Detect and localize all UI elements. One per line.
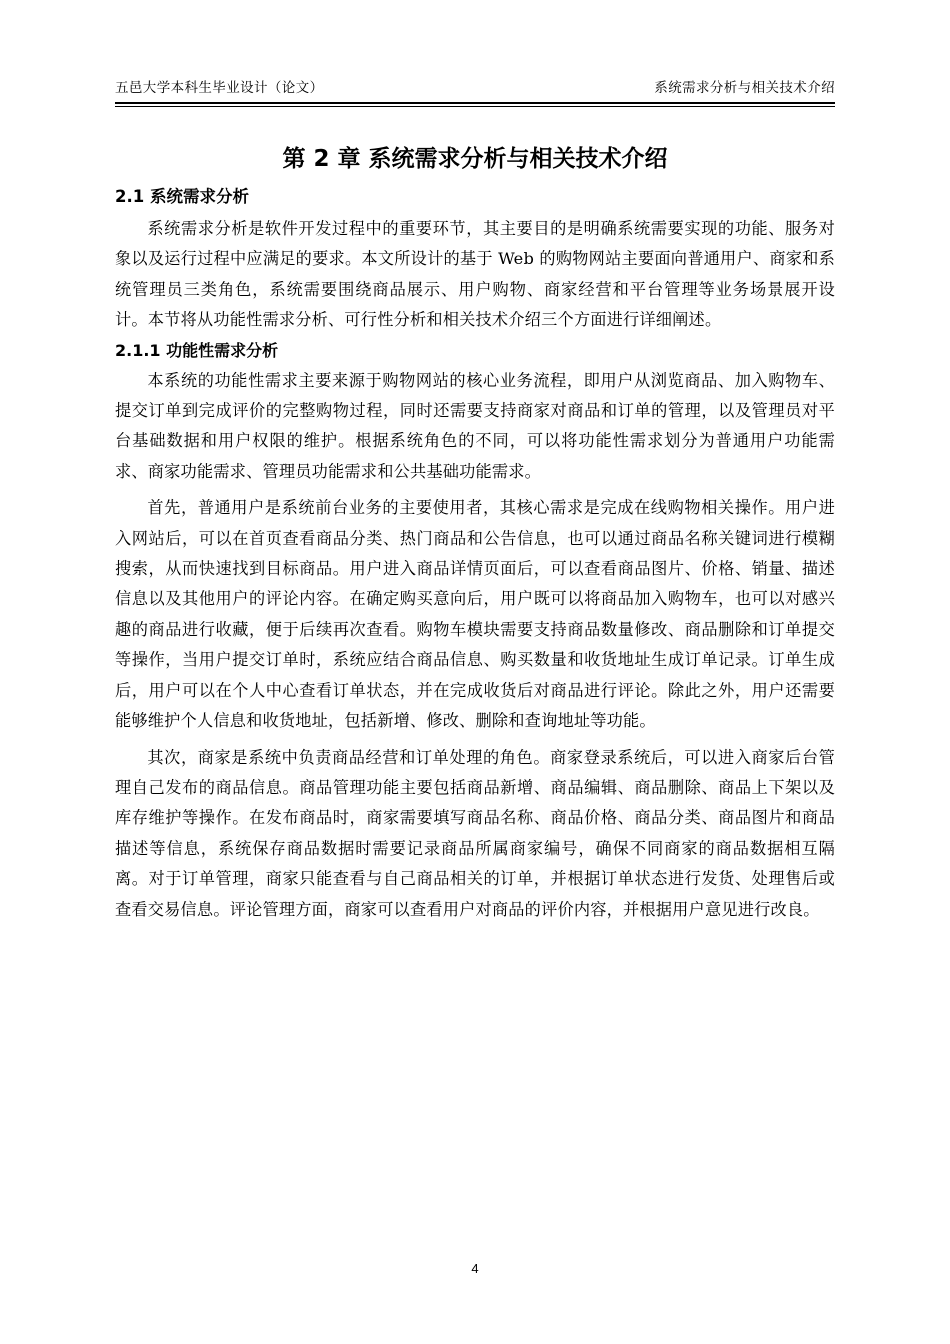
header-right-text: 系统需求分析与相关技术介绍: [654, 80, 835, 96]
paragraph-merchant-requirements: 其次，商家是系统中负责商品经营和订单处理的角色。商家登录系统后，可以进入商家后台管理自己发布的商品信息。商品管理功能主要包括商品新增、商品编辑、商品删除、商品上下架以及库存维护等操作。在发布商品时，商家需要填写商品名称、商品价格、商品分类、商品图片和商品描述等信息，系统保存商品数据时需要记录商品所属商家编号，确保不同商家的商品数据相互隔离。对于订单管理，商家只能查看与自己商品相关的订单，并根据订单状态进行发货、处理售后或查看交易信息。评论管理方面，商家可以查看用户对商品的评价内容，并根据用户意见进行改良。: [115, 747, 835, 919]
paragraph-user-requirements: 首先，普通用户是系统前台业务的主要使用者，其核心需求是完成在线购物相关操作。用户进入网站后，可以在首页查看商品分类、热门商品和公告信息，也可以通过商品名称关键词进行模糊搜索，从而快速找到目标商品。用户进入商品详情页面后，可以查看商品图片、价格、销量、描述信息以及其他用户的评论内容。在确定购买意向后，用户既可以将商品加入购物车，也可以对感兴趣的商品进行收藏，便于后续再次查看。购物车模块需要支持商品数量修改、商品删除和订单提交等操作，当用户提交订单时，系统应结合商品信息、购买数量和收货地址生成订单记录。订单生成后，用户可以在个人中心查看订单状态，并在完成收货后对商品进行评论。除此之外，用户还需要能够维护个人信息和收货地址，包括新增、修改、删除和查询地址等功能。: [115, 498, 835, 731]
page-content: [115, 140, 835, 925]
paragraph-2-1-intro: 系统需求分析是软件开发过程中的重要环节，其主要目的是明确系统需要实现的功能、服务对象以及运行过程中应满足的要求。本文所设计的基于 Web 的购物网站主要面向普通用户、商家和系统管理员三类角色，系统需要围绕商品展示、用户购物、商家经营和平台管理等业务场景展开设计。本节将从功能性需求分析、可行性分析和相关技术介绍三个方面进行详细阐述。: [115, 219, 835, 330]
header-rule: [115, 106, 835, 107]
page-header: [115, 72, 835, 104]
section-title-2-1: 2.1 系统需求分析: [115, 187, 249, 206]
header-left-text: 五邑大学本科生毕业设计（论文）: [115, 80, 324, 96]
paragraph-functional-overview: 本系统的功能性需求主要来源于购物网站的核心业务流程，即用户从浏览商品、加入购物车、提交订单到完成评价的完整购物过程，同时还需要支持商家对商品和订单的管理，以及管理员对平台基础数据和用户权限的维护。根据系统角色的不同，可以将功能性需求划分为普通用户功能需求、商家功能需求、管理员功能需求和公共基础功能需求。: [115, 370, 835, 481]
subsection-title-2-1-1: 2.1.1 功能性需求分析: [115, 340, 279, 360]
chapter-title: 第 2 章 系统需求分析与相关技术介绍: [282, 146, 668, 172]
page-number: 4: [471, 1261, 479, 1276]
